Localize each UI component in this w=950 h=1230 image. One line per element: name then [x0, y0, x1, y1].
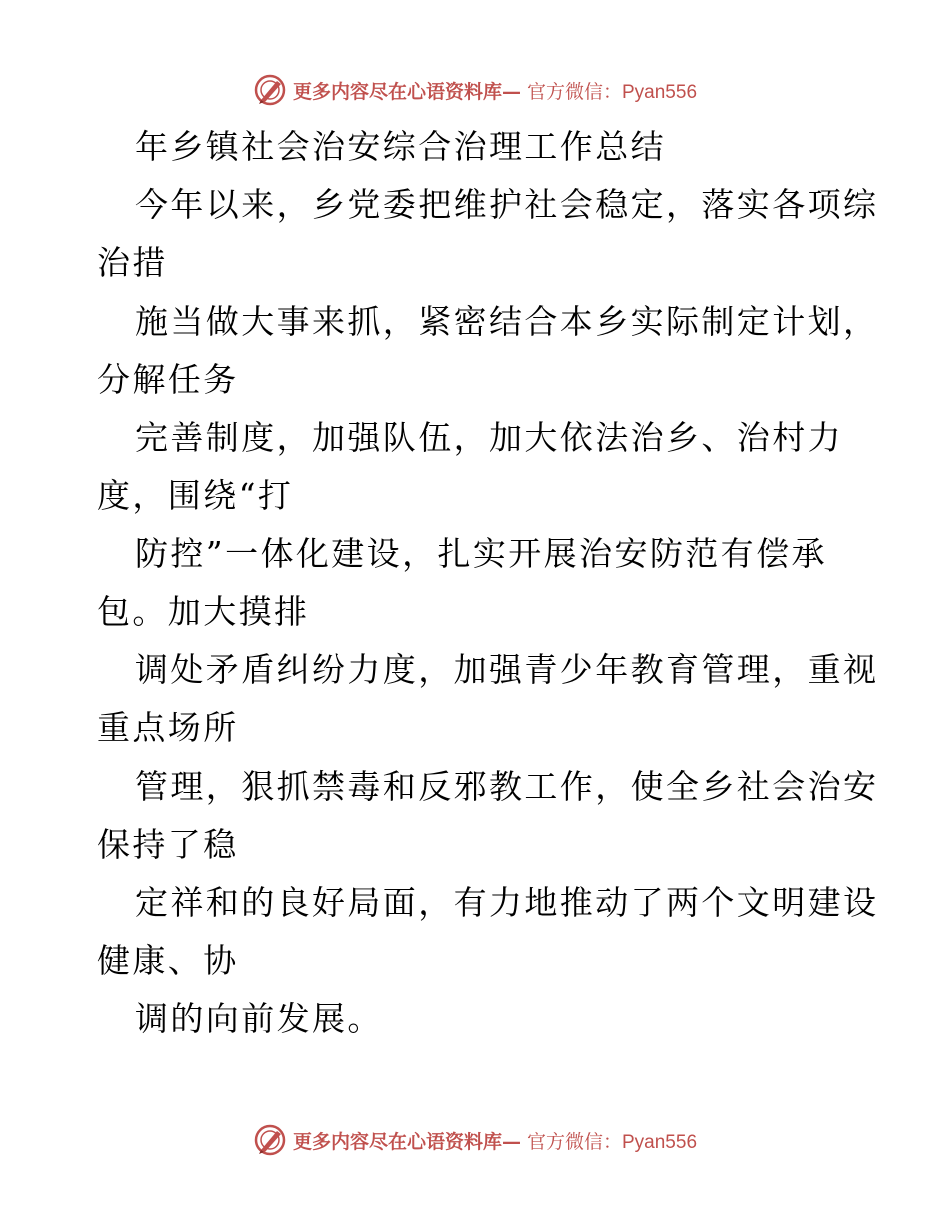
paragraph-line: 分解任务	[97, 360, 239, 399]
banner-slogan: 更多内容尽在心语资料库—	[292, 80, 521, 103]
paragraph-line: 度，围绕“打	[97, 476, 294, 515]
paragraph-line: 包。加大摸排	[97, 592, 310, 631]
paragraph-line: 调处矛盾纠纷力度，加强青少年教育管理，重视	[135, 650, 879, 689]
paragraph-line: 完善制度，加强队伍，加大依法治乡、治村力	[135, 418, 843, 457]
document-title: 年乡镇社会治安综合治理工作总结	[135, 127, 666, 166]
paragraph-line: 定祥和的良好局面，有力地推动了两个文明建设	[135, 883, 879, 922]
pen-seal-icon	[253, 1123, 287, 1157]
paragraph-line: 健康、协	[97, 941, 239, 980]
paragraph-line: 防控”一体化建设，扎实开展治安防范有偿承	[135, 534, 827, 573]
paragraph-line: 施当做大事来抓，紧密结合本乡实际制定计划，	[135, 302, 879, 341]
paragraph-line: 调的向前发展。	[135, 999, 383, 1038]
banner-wechat: 官方微信：Pyan556	[527, 1131, 698, 1153]
footer-watermark-banner	[0, 1120, 950, 1160]
banner-wechat: 官方微信：Pyan556	[527, 81, 698, 103]
paragraph-line: 管理，狠抓禁毒和反邪教工作，使全乡社会治安	[135, 767, 879, 806]
paragraph-line: 治措	[97, 243, 168, 282]
paragraph-line: 重点场所	[97, 708, 239, 747]
paragraph-line: 今年以来，乡党委把维护社会稳定，落实各项综	[135, 185, 879, 224]
banner-slogan: 更多内容尽在心语资料库—	[292, 1130, 521, 1153]
paragraph-line: 保持了稳	[97, 825, 239, 864]
